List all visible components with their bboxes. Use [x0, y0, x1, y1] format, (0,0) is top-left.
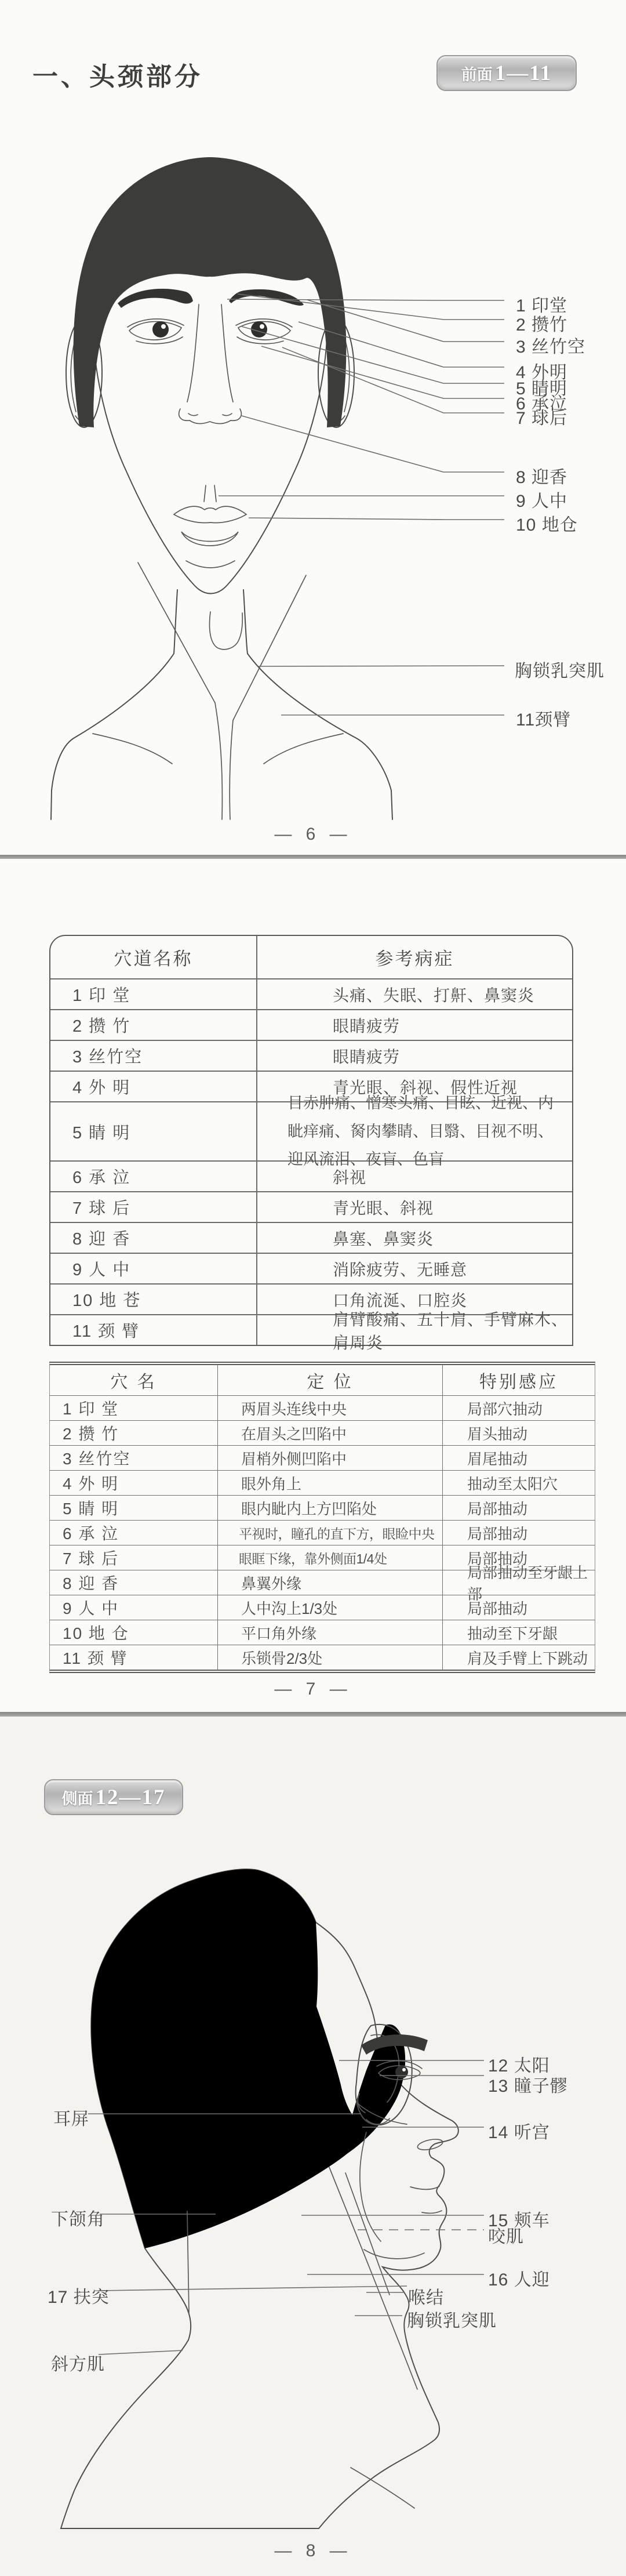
- table-row: [50, 1253, 572, 1283]
- point-response: 局部抽动: [467, 1500, 528, 1518]
- point-response: 眉尾抽动: [467, 1450, 528, 1468]
- acupoint-label: 13 瞳子髎: [488, 2077, 568, 2096]
- table-row: [50, 1040, 572, 1071]
- point-symptoms: 口角流涎、口腔炎: [333, 1291, 468, 1309]
- front-face-diagram: [43, 154, 617, 821]
- point-response: 抽动至下牙龈: [467, 1624, 558, 1642]
- point-symptoms: 青光眼、斜视、假性近视: [333, 1078, 518, 1097]
- point-location: 两眉头连线中央: [218, 1396, 443, 1420]
- symptom-reference-table: [49, 935, 573, 1352]
- anatomy-label: 喉结: [408, 2288, 444, 2307]
- acupoint-label: 15 颊车: [488, 2211, 550, 2230]
- anatomy-label: 耳屏: [53, 2110, 89, 2129]
- point-symptoms: 斜视: [333, 1168, 367, 1187]
- point-response: 抽动至太阳穴: [467, 1475, 558, 1493]
- acupoint-label: 11颈臂: [516, 710, 572, 730]
- point-location: 在眉头之凹陷中: [218, 1421, 443, 1445]
- table-row: [50, 1620, 595, 1645]
- table-row: [50, 1595, 595, 1620]
- point-name: 11 颈 臂: [50, 1645, 218, 1670]
- point-symptoms: 眼睛疲劳: [333, 1017, 401, 1035]
- point-symptoms: 眼睛疲劳: [333, 1047, 401, 1066]
- point-location: 鼻翼外缘: [218, 1570, 443, 1595]
- table-row: [50, 1495, 595, 1520]
- table-row: [50, 1445, 595, 1470]
- table-header-row: [50, 1365, 595, 1395]
- point-name: 1 印 堂: [50, 979, 257, 1009]
- acupoint-label: 3 丝竹空: [516, 338, 586, 357]
- table-row: [50, 1395, 595, 1420]
- point-location: 眼眶下缘，靠外侧面1/4处: [218, 1545, 443, 1570]
- point-location: 乐锁骨2/3处: [218, 1645, 443, 1670]
- point-name: 5 睛 明: [50, 1496, 218, 1520]
- muscle-label: 胸锁乳突肌: [407, 2312, 497, 2331]
- acupoint-label: 17 扶突: [48, 2288, 110, 2307]
- badge-prefix-label: 侧面: [61, 1790, 93, 1808]
- point-name: 6 承 泣: [50, 1162, 257, 1191]
- point-name: 7 球 后: [50, 1545, 218, 1570]
- anatomy-label: 下颌角: [51, 2210, 105, 2229]
- table-row: [50, 978, 572, 1009]
- acupoint-label: 7 球后: [516, 409, 568, 428]
- point-name: 10 地 苍: [50, 1285, 257, 1314]
- point-symptoms: 鼻塞、鼻窦炎: [333, 1229, 434, 1248]
- page-separator: [0, 1712, 626, 1717]
- front-range-badge: [436, 55, 577, 91]
- point-name: 3 丝竹空: [50, 1041, 257, 1071]
- section-title: 一、头颈部分: [32, 63, 203, 91]
- table-header-row: [50, 936, 572, 978]
- acupoint-label: 2 攒竹: [516, 315, 568, 335]
- ears: [66, 318, 354, 427]
- point-name: 6 承 泣: [50, 1521, 218, 1545]
- acupoint-label: 6 承泣: [516, 394, 568, 413]
- point-response: 局部穴抽动: [467, 1400, 543, 1418]
- page-separator: [0, 855, 626, 859]
- table-row: [50, 1094, 572, 1169]
- neck-and-shoulders: [51, 563, 392, 819]
- acupoint-label: 9 人中: [516, 492, 568, 511]
- muscle-label: 咬肌: [488, 2227, 524, 2247]
- leader-lines: [219, 294, 504, 715]
- point-name: 7 球 后: [50, 1192, 257, 1222]
- point-name: 2 攒 竹: [50, 1421, 218, 1445]
- point-name: 10 地 仓: [50, 1620, 218, 1645]
- page-number-6: — 6 —: [274, 825, 352, 844]
- table-row: [50, 1645, 595, 1670]
- badge-range-label: 12—17: [95, 1785, 166, 1809]
- point-location: 平口角外缘: [218, 1620, 443, 1645]
- acupoint-label: 10 地仓: [516, 516, 578, 535]
- table-row: [50, 1520, 595, 1545]
- point-name: 5 睛 明: [50, 1102, 257, 1160]
- point-name: 8 迎 香: [50, 1223, 257, 1253]
- page-number-7: — 7 —: [274, 1679, 352, 1699]
- front-face-illustration: [43, 154, 507, 821]
- point-location: 眼外角上: [218, 1471, 443, 1495]
- point-name: 9 人 中: [50, 1254, 257, 1283]
- point-name: 4 外 明: [50, 1072, 257, 1101]
- table-row: [50, 1470, 595, 1495]
- point-response: 局部抽动至牙龈上部: [467, 1564, 588, 1603]
- column-header: 参考病症: [375, 949, 454, 969]
- point-name: 2 攒 竹: [50, 1010, 257, 1040]
- point-location: 眉梢外侧凹陷中: [218, 1446, 443, 1470]
- point-response: 眉头抽动: [467, 1425, 528, 1443]
- point-symptoms: 青光眼、斜视: [333, 1199, 434, 1217]
- table-row: [50, 1222, 572, 1253]
- point-symptoms: 消除疲劳、无睡意: [333, 1260, 468, 1279]
- side-range-badge: [44, 1779, 183, 1815]
- table-row: [50, 1009, 572, 1040]
- acupoint-label: 5 睛明: [516, 379, 568, 398]
- point-name: 11 颈 臂: [50, 1315, 257, 1345]
- point-response: 局部抽动: [467, 1599, 528, 1617]
- column-header: 特别感应: [479, 1373, 558, 1392]
- column-header: 定 位: [218, 1365, 443, 1395]
- table-row: [50, 1310, 572, 1352]
- hair: [91, 1869, 405, 2248]
- muscle-label: 胸锁乳突肌: [515, 662, 605, 681]
- eyes: [128, 319, 292, 344]
- page-number-8: — 8 —: [274, 2541, 352, 2560]
- point-name: 8 迎 香: [50, 1570, 218, 1595]
- side-face-diagram: [46, 1864, 626, 2537]
- location-reference-table: [49, 1362, 595, 1673]
- table-row: [50, 1191, 572, 1222]
- point-response: 肩及手臂上下跳动: [467, 1649, 588, 1667]
- point-symptoms: 头痛、失眠、打鼾、鼻窦炎: [333, 986, 535, 1004]
- nose: [179, 304, 242, 424]
- column-header: 穴 名: [50, 1365, 218, 1395]
- point-location: 平视时，瞳孔的直下方，眼睑中央: [218, 1521, 443, 1545]
- badge-range-label: 1—11: [494, 61, 552, 85]
- table-row: [50, 1160, 572, 1191]
- point-location: 眼内眦内上方凹陷处: [218, 1496, 443, 1520]
- point-name: 1 印 堂: [50, 1396, 218, 1420]
- point-location: 人中沟上1/3处: [218, 1595, 443, 1620]
- table-row: [50, 1420, 595, 1445]
- acupoint-label: 4 外明: [516, 363, 568, 382]
- acupoint-label: 16 人迎: [488, 2270, 550, 2290]
- point-name: 9 人 中: [50, 1595, 218, 1620]
- side-face-illustration: [46, 1864, 498, 2537]
- table-row: [50, 1564, 595, 1603]
- badge-prefix-label: 前面: [461, 66, 493, 84]
- column-header: 穴道名称: [50, 936, 257, 978]
- point-response: 局部抽动: [467, 1550, 528, 1568]
- acupoint-label: 1 印堂: [516, 296, 568, 315]
- acupoint-label: 14 听宫: [488, 2123, 550, 2142]
- acupoint-label: 8 迎香: [516, 468, 568, 487]
- point-symptoms: 目赤肿痛、憎寒头痛、目眩、近视、内眦痒痛、胬肉攀睛、目翳、目视不明、迎风流泪、夜盲、色盲: [287, 1094, 554, 1169]
- point-response: 局部抽动: [467, 1525, 528, 1543]
- point-symptoms: 肩臂酸痛、五十肩、手臂麻木、肩周炎: [333, 1310, 569, 1352]
- hair: [74, 157, 347, 427]
- mouth: [174, 485, 246, 568]
- point-name: 4 外 明: [50, 1471, 218, 1495]
- muscle-label: 斜方肌: [51, 2355, 105, 2374]
- point-name: 3 丝竹空: [50, 1446, 218, 1470]
- acupoint-label: 12 太阳: [488, 2056, 550, 2076]
